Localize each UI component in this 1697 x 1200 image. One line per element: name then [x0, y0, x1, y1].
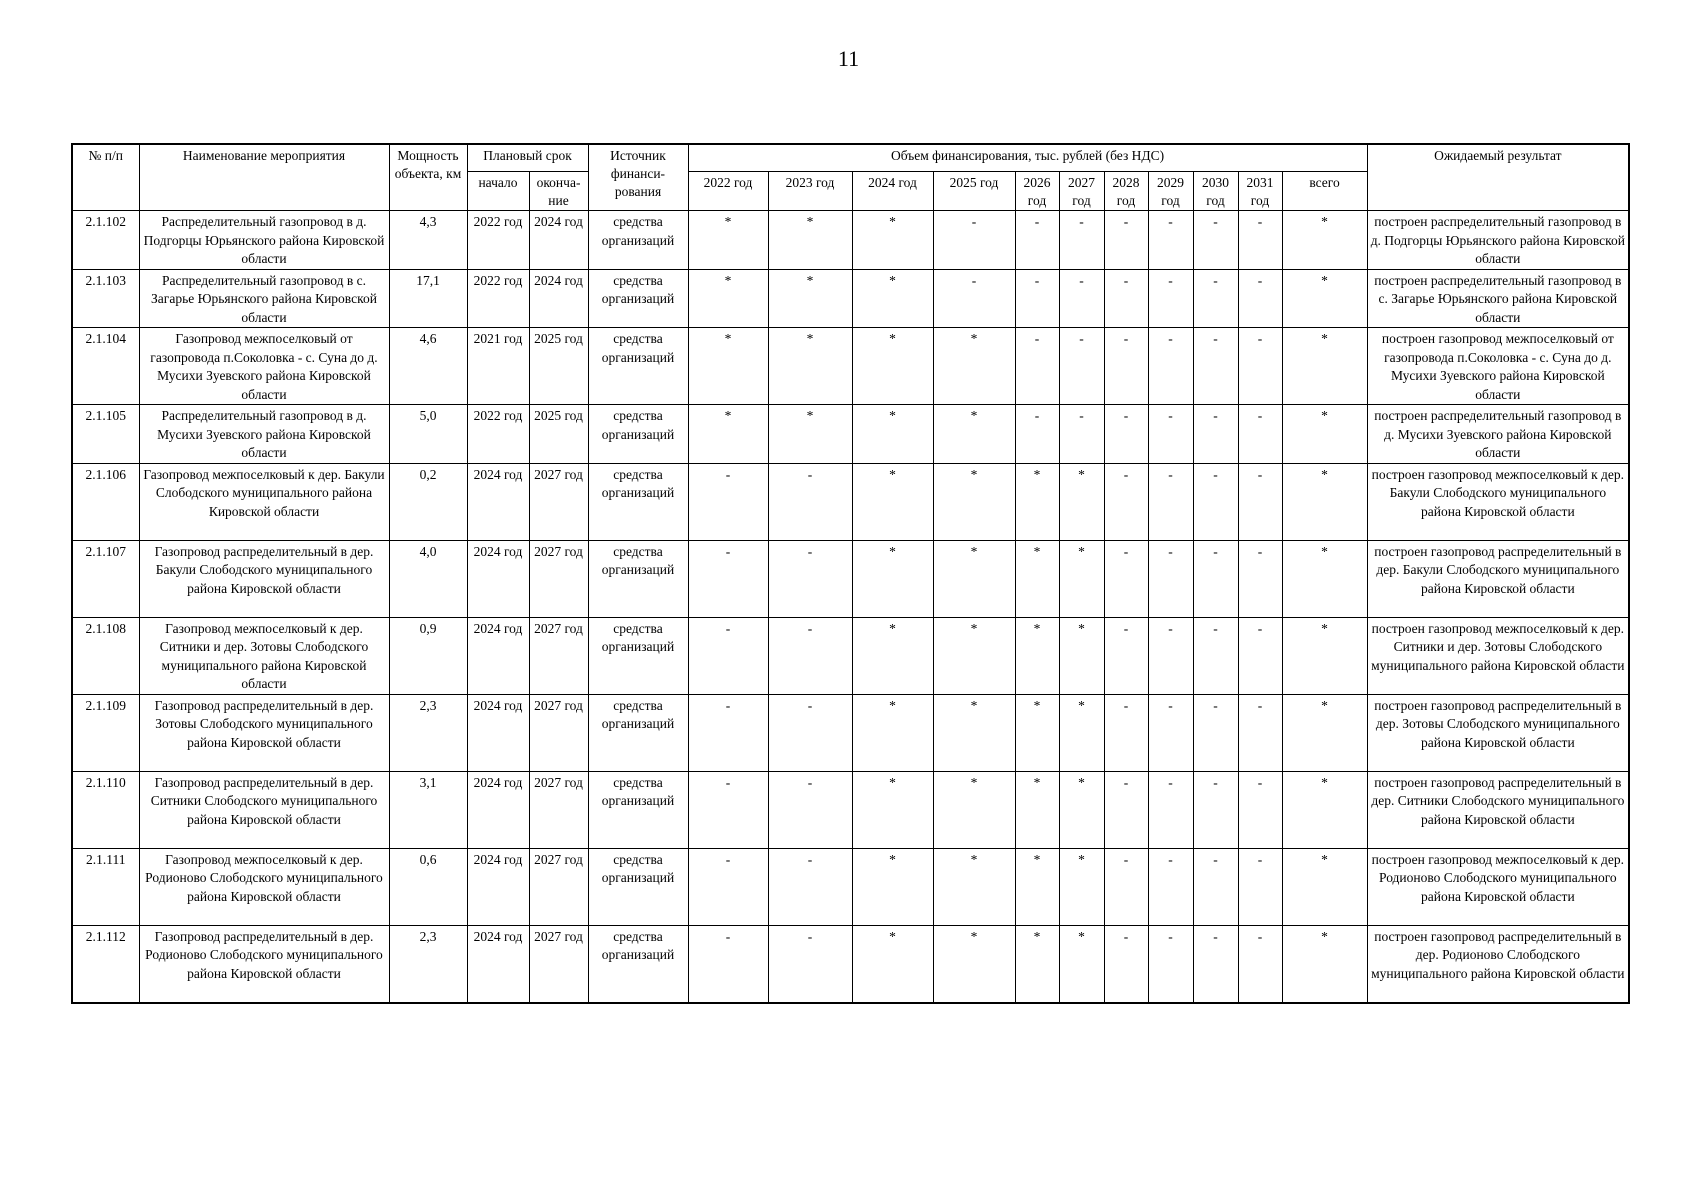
cell-end: 2027 год: [529, 540, 588, 617]
cell-year-value: *: [933, 617, 1015, 694]
cell-year-value: -: [1015, 269, 1059, 328]
cell-start: 2024 год: [467, 771, 529, 848]
cell-year-value: -: [1193, 617, 1238, 694]
cell-capacity: 4,6: [389, 328, 467, 405]
cell-total: *: [1282, 617, 1367, 694]
cell-num: 2.1.108: [72, 617, 139, 694]
cell-year-value: *: [852, 211, 933, 270]
cell-source: средства организаций: [588, 405, 688, 464]
header-result: Ожидаемый результат: [1367, 144, 1629, 211]
page-number: 11: [837, 46, 860, 71]
cell-end: 2027 год: [529, 771, 588, 848]
header-financing: Объем финансирования, тыс. рублей (без НДС): [688, 144, 1367, 172]
cell-start: 2022 год: [467, 211, 529, 270]
cell-end: 2025 год: [529, 328, 588, 405]
cell-year-value: -: [933, 211, 1015, 270]
cell-year-value: -: [1238, 771, 1282, 848]
table-row: [72, 925, 1629, 1003]
cell-year-value: -: [1193, 848, 1238, 925]
cell-year-value: -: [1193, 771, 1238, 848]
cell-end: 2027 год: [529, 463, 588, 540]
cell-source: средства организаций: [588, 328, 688, 405]
cell-year-value: -: [768, 771, 852, 848]
cell-year-value: -: [1148, 463, 1193, 540]
cell-name: Газопровод распределительный в дер. Родионово Слободского муниципального района Кировской области: [139, 925, 389, 1003]
cell-year-value: -: [1104, 771, 1148, 848]
cell-capacity: 17,1: [389, 269, 467, 328]
cell-year-value: -: [1148, 405, 1193, 464]
cell-year-value: -: [688, 694, 768, 771]
cell-year-value: *: [768, 405, 852, 464]
cell-year-value: -: [768, 925, 852, 1003]
cell-name: Газопровод межпоселковый к дер. Родионово Слободского муниципального района Кировской области: [139, 848, 389, 925]
cell-year-value: -: [688, 617, 768, 694]
cell-year-value: *: [852, 328, 933, 405]
table-row: [72, 328, 1629, 405]
header-capacity: Мощность объекта, км: [389, 144, 467, 211]
cell-capacity: 4,0: [389, 540, 467, 617]
cell-year-value: -: [1148, 211, 1193, 270]
cell-year-value: -: [1059, 328, 1104, 405]
cell-year-value: *: [852, 771, 933, 848]
cell-total: *: [1282, 540, 1367, 617]
cell-year-value: -: [1059, 405, 1104, 464]
cell-result: построен газопровод распределительный в дер. Родионово Слободского муниципального района Кировской области: [1367, 925, 1629, 1003]
cell-year-value: -: [1193, 540, 1238, 617]
header-end: оконча-ние: [529, 172, 588, 211]
cell-year-value: -: [1104, 540, 1148, 617]
cell-year-value: *: [852, 925, 933, 1003]
cell-year-value: -: [1104, 269, 1148, 328]
cell-name: Распределительный газопровод в д. Подгорцы Юрьянского района Кировской области: [139, 211, 389, 270]
cell-name: Распределительный газопровод в д. Мусихи Зуевского района Кировской области: [139, 405, 389, 464]
cell-year-value: -: [768, 540, 852, 617]
cell-year-value: -: [1193, 925, 1238, 1003]
header-year: 2027 год: [1059, 172, 1104, 211]
cell-year-value: *: [1059, 540, 1104, 617]
cell-year-value: -: [1104, 925, 1148, 1003]
cell-capacity: 0,2: [389, 463, 467, 540]
cell-year-value: *: [933, 694, 1015, 771]
cell-capacity: 2,3: [389, 925, 467, 1003]
header-year: 2030 год: [1193, 172, 1238, 211]
cell-source: средства организаций: [588, 771, 688, 848]
cell-year-value: -: [1104, 694, 1148, 771]
table-row: [72, 211, 1629, 270]
cell-name: Газопровод распределительный в дер. Зотовы Слободского муниципального района Кировской области: [139, 694, 389, 771]
cell-num: 2.1.102: [72, 211, 139, 270]
cell-year-value: -: [688, 463, 768, 540]
table-row: [72, 617, 1629, 694]
cell-year-value: *: [1015, 540, 1059, 617]
cell-year-value: -: [1238, 617, 1282, 694]
cell-year-value: -: [1238, 848, 1282, 925]
header-year: 2025 год: [933, 172, 1015, 211]
cell-year-value: -: [768, 463, 852, 540]
header-year: 2031 год: [1238, 172, 1282, 211]
cell-result: построен газопровод межпоселковый к дер. Бакули Слободского муниципального района Кировской области: [1367, 463, 1629, 540]
cell-source: средства организаций: [588, 617, 688, 694]
cell-year-value: *: [768, 269, 852, 328]
cell-start: 2022 год: [467, 405, 529, 464]
cell-total: *: [1282, 328, 1367, 405]
cell-year-value: *: [852, 463, 933, 540]
cell-year-value: *: [688, 328, 768, 405]
cell-result: построен газопровод распределительный в дер. Бакули Слободского муниципального района Кировской области: [1367, 540, 1629, 617]
cell-year-value: *: [688, 269, 768, 328]
gas-pipeline-plan-table: [71, 143, 1630, 1004]
header-source: Источник финанси-рования: [588, 144, 688, 211]
cell-total: *: [1282, 848, 1367, 925]
header-year: 2029 год: [1148, 172, 1193, 211]
cell-total: *: [1282, 405, 1367, 464]
cell-year-value: -: [1148, 617, 1193, 694]
cell-year-value: *: [933, 463, 1015, 540]
cell-year-value: *: [852, 694, 933, 771]
cell-total: *: [1282, 694, 1367, 771]
cell-start: 2024 год: [467, 540, 529, 617]
cell-year-value: -: [688, 848, 768, 925]
cell-year-value: -: [1193, 463, 1238, 540]
cell-year-value: *: [1015, 925, 1059, 1003]
cell-start: 2024 год: [467, 617, 529, 694]
cell-year-value: -: [1238, 328, 1282, 405]
cell-source: средства организаций: [588, 211, 688, 270]
cell-capacity: 0,6: [389, 848, 467, 925]
cell-capacity: 5,0: [389, 405, 467, 464]
cell-year-value: *: [768, 328, 852, 405]
cell-start: 2024 год: [467, 848, 529, 925]
cell-end: 2027 год: [529, 848, 588, 925]
cell-year-value: -: [1059, 269, 1104, 328]
cell-year-value: -: [1238, 694, 1282, 771]
cell-result: построен газопровод межпоселковый к дер. Ситники и дер. Зотовы Слободского муниципального района Кировской области: [1367, 617, 1629, 694]
cell-capacity: 2,3: [389, 694, 467, 771]
header-year: 2023 год: [768, 172, 852, 211]
header-num: № п/п: [72, 144, 139, 211]
header-name: Наименование мероприятия: [139, 144, 389, 211]
cell-year-value: -: [1148, 540, 1193, 617]
cell-year-value: -: [768, 694, 852, 771]
cell-end: 2027 год: [529, 694, 588, 771]
cell-total: *: [1282, 925, 1367, 1003]
header-planned-term: Плановый срок: [467, 144, 588, 172]
cell-name: Газопровод распределительный в дер. Бакули Слободского муниципального района Кировской области: [139, 540, 389, 617]
cell-year-value: -: [1193, 211, 1238, 270]
cell-num: 2.1.104: [72, 328, 139, 405]
cell-year-value: *: [933, 771, 1015, 848]
cell-year-value: *: [852, 617, 933, 694]
cell-num: 2.1.109: [72, 694, 139, 771]
cell-start: 2021 год: [467, 328, 529, 405]
cell-result: построен распределительный газопровод в с. Загарье Юрьянского района Кировской области: [1367, 269, 1629, 328]
table-row: [72, 848, 1629, 925]
cell-result: построен газопровод межпоселковый от газопровода п.Соколовка - с. Суна до д. Мусихи Зуевского района Кировской области: [1367, 328, 1629, 405]
header-total: всего: [1282, 172, 1367, 211]
cell-year-value: -: [1148, 771, 1193, 848]
cell-year-value: *: [933, 540, 1015, 617]
cell-year-value: -: [1148, 694, 1193, 771]
cell-year-value: *: [933, 848, 1015, 925]
cell-year-value: -: [768, 848, 852, 925]
cell-year-value: -: [688, 771, 768, 848]
cell-year-value: -: [1238, 925, 1282, 1003]
cell-total: *: [1282, 771, 1367, 848]
cell-source: средства организаций: [588, 463, 688, 540]
cell-year-value: -: [1193, 405, 1238, 464]
cell-year-value: -: [1148, 925, 1193, 1003]
cell-year-value: *: [1059, 848, 1104, 925]
cell-year-value: -: [1148, 848, 1193, 925]
cell-total: *: [1282, 269, 1367, 328]
cell-capacity: 4,3: [389, 211, 467, 270]
header-year: 2022 год: [688, 172, 768, 211]
cell-source: средства организаций: [588, 694, 688, 771]
cell-year-value: *: [1015, 463, 1059, 540]
cell-year-value: *: [1059, 925, 1104, 1003]
cell-year-value: -: [1238, 540, 1282, 617]
cell-result: построен газопровод распределительный в дер. Ситники Слободского муниципального района Кировской области: [1367, 771, 1629, 848]
cell-result: построен распределительный газопровод в д. Мусихи Зуевского района Кировской области: [1367, 405, 1629, 464]
cell-capacity: 0,9: [389, 617, 467, 694]
cell-year-value: *: [1015, 771, 1059, 848]
cell-total: *: [1282, 463, 1367, 540]
cell-end: 2024 год: [529, 211, 588, 270]
cell-year-value: *: [1015, 848, 1059, 925]
cell-year-value: *: [1059, 771, 1104, 848]
cell-year-value: -: [1148, 269, 1193, 328]
cell-year-value: -: [1193, 328, 1238, 405]
cell-year-value: -: [1238, 463, 1282, 540]
cell-source: средства организаций: [588, 848, 688, 925]
cell-year-value: -: [1015, 328, 1059, 405]
cell-start: 2024 год: [467, 463, 529, 540]
cell-year-value: *: [1015, 617, 1059, 694]
header-year: 2024 год: [852, 172, 933, 211]
header-start: начало: [467, 172, 529, 211]
cell-year-value: -: [1193, 269, 1238, 328]
cell-year-value: -: [1015, 405, 1059, 464]
cell-year-value: -: [1238, 211, 1282, 270]
cell-year-value: *: [1059, 694, 1104, 771]
cell-year-value: *: [852, 540, 933, 617]
cell-year-value: -: [933, 269, 1015, 328]
cell-year-value: -: [1193, 694, 1238, 771]
cell-year-value: *: [933, 925, 1015, 1003]
cell-year-value: -: [1104, 211, 1148, 270]
cell-name: Газопровод межпоселковый к дер. Ситники и дер. Зотовы Слободского муниципального района Кировской области: [139, 617, 389, 694]
table-row: [72, 540, 1629, 617]
cell-year-value: -: [1104, 617, 1148, 694]
cell-end: 2025 год: [529, 405, 588, 464]
header-year: 2028 год: [1104, 172, 1148, 211]
cell-year-value: -: [1238, 269, 1282, 328]
cell-year-value: -: [1104, 328, 1148, 405]
cell-start: 2024 год: [467, 694, 529, 771]
cell-source: средства организаций: [588, 540, 688, 617]
cell-end: 2027 год: [529, 925, 588, 1003]
table-row: [72, 269, 1629, 328]
cell-num: 2.1.103: [72, 269, 139, 328]
cell-year-value: -: [688, 540, 768, 617]
cell-result: построен распределительный газопровод в д. Подгорцы Юрьянского района Кировской области: [1367, 211, 1629, 270]
cell-name: Газопровод межпоселковый от газопровода п.Соколовка - с. Суна до д. Мусихи Зуевского района Кировской области: [139, 328, 389, 405]
table-row: [72, 694, 1629, 771]
cell-year-value: *: [1059, 617, 1104, 694]
cell-year-value: *: [852, 269, 933, 328]
cell-name: Распределительный газопровод в с. Загарье Юрьянского района Кировской области: [139, 269, 389, 328]
cell-result: построен газопровод распределительный в дер. Зотовы Слободского муниципального района Кировской области: [1367, 694, 1629, 771]
cell-year-value: *: [933, 405, 1015, 464]
cell-num: 2.1.107: [72, 540, 139, 617]
cell-name: Газопровод межпоселковый к дер. Бакули Слободского муниципального района Кировской области: [139, 463, 389, 540]
cell-end: 2024 год: [529, 269, 588, 328]
cell-total: *: [1282, 211, 1367, 270]
table-row: [72, 771, 1629, 848]
cell-year-value: *: [1015, 694, 1059, 771]
cell-year-value: -: [1104, 463, 1148, 540]
cell-num: 2.1.111: [72, 848, 139, 925]
cell-year-value: *: [688, 211, 768, 270]
cell-name: Газопровод распределительный в дер. Ситники Слободского муниципального района Кировской области: [139, 771, 389, 848]
cell-year-value: -: [768, 617, 852, 694]
cell-year-value: *: [852, 405, 933, 464]
cell-year-value: *: [1059, 463, 1104, 540]
cell-year-value: -: [1104, 848, 1148, 925]
cell-start: 2024 год: [467, 925, 529, 1003]
header-year: 2026 год: [1015, 172, 1059, 211]
cell-num: 2.1.110: [72, 771, 139, 848]
cell-year-value: *: [688, 405, 768, 464]
table-row: [72, 463, 1629, 540]
cell-result: построен газопровод межпоселковый к дер. Родионово Слободского муниципального района Кировской области: [1367, 848, 1629, 925]
cell-year-value: -: [1015, 211, 1059, 270]
cell-year-value: *: [933, 328, 1015, 405]
cell-start: 2022 год: [467, 269, 529, 328]
cell-num: 2.1.112: [72, 925, 139, 1003]
cell-num: 2.1.106: [72, 463, 139, 540]
cell-source: средства организаций: [588, 269, 688, 328]
cell-year-value: -: [1238, 405, 1282, 464]
cell-year-value: -: [1148, 328, 1193, 405]
table-row: [72, 405, 1629, 464]
cell-year-value: -: [1104, 405, 1148, 464]
cell-source: средства организаций: [588, 925, 688, 1003]
cell-end: 2027 год: [529, 617, 588, 694]
cell-capacity: 3,1: [389, 771, 467, 848]
cell-num: 2.1.105: [72, 405, 139, 464]
cell-year-value: *: [852, 848, 933, 925]
cell-year-value: -: [1059, 211, 1104, 270]
cell-year-value: *: [768, 211, 852, 270]
cell-year-value: -: [688, 925, 768, 1003]
